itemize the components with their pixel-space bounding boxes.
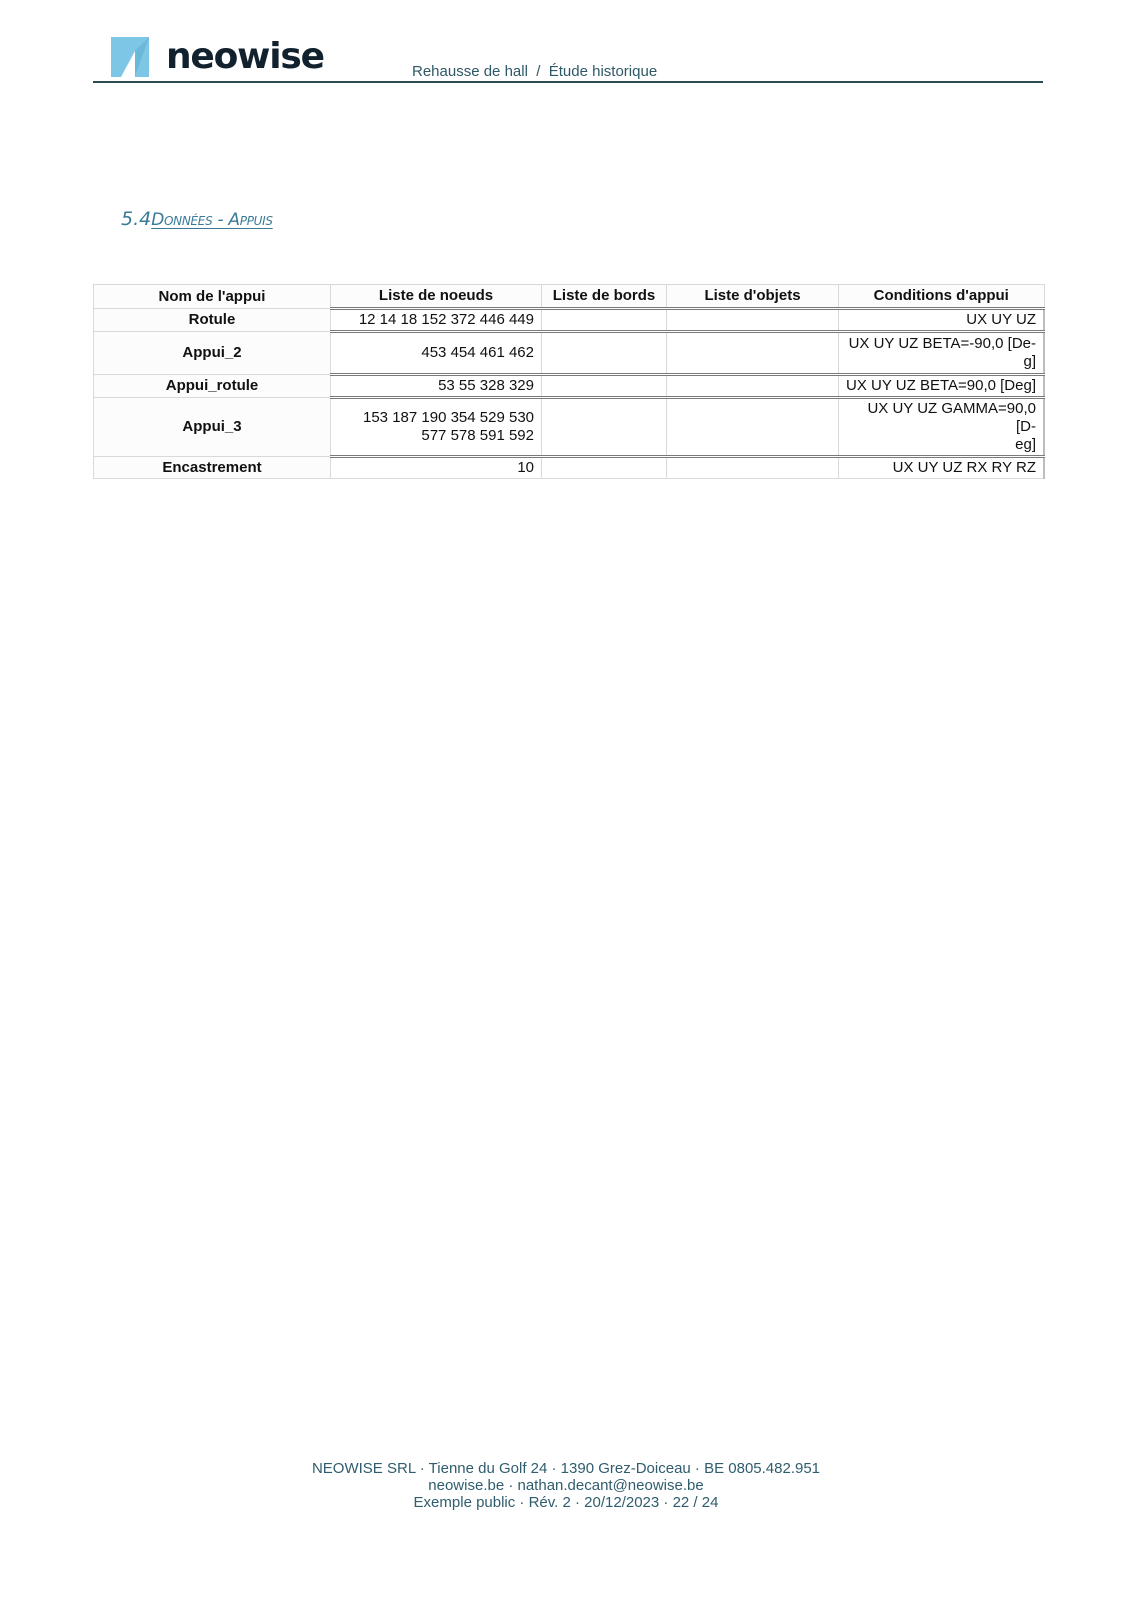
object-list — [667, 309, 839, 332]
support-name: Rotule — [94, 309, 331, 332]
support-conditions — [839, 457, 1045, 479]
node-list — [331, 398, 542, 457]
column-header-edges: Liste de bords — [542, 285, 667, 309]
brand-name: neowise — [166, 36, 324, 77]
document-subtitle: Rehausse de hall / Étude historique — [412, 63, 658, 80]
node-list — [331, 332, 542, 375]
column-header-objects: Liste d'objets — [667, 285, 839, 309]
condition-line: eg] — [1015, 436, 1036, 453]
edge-list — [542, 375, 667, 398]
neowise-logo-mark-icon — [111, 37, 149, 77]
table-row — [94, 398, 1045, 457]
condition-line: UX UY UZ RX RY RZ — [892, 459, 1036, 476]
node-list-line: 10 — [517, 459, 534, 476]
support-conditions — [839, 309, 1045, 332]
condition-line: UX UY UZ — [966, 311, 1036, 328]
table-row — [94, 309, 1045, 332]
column-header-conditions: Conditions d'appui — [839, 285, 1045, 309]
object-list — [667, 332, 839, 375]
edge-list — [542, 309, 667, 332]
object-list — [667, 375, 839, 398]
supports-table — [93, 284, 1045, 479]
node-list-line: 453 454 461 462 — [421, 344, 534, 361]
object-list — [667, 457, 839, 479]
support-name: Encastrement — [94, 457, 331, 479]
object-list — [667, 398, 839, 457]
edge-list — [542, 457, 667, 479]
node-list — [331, 375, 542, 398]
page-header — [93, 37, 1043, 83]
footer-revision-line: Exemple public · Rév. 2 · 20/12/2023 · 22 / 24 — [413, 1494, 719, 1511]
node-list-line: 12 14 18 152 372 446 449 — [358, 311, 534, 328]
table-row — [94, 457, 1045, 479]
section-number: 5.4 — [121, 208, 152, 230]
header-divider — [93, 81, 1043, 83]
node-list-line: 577 578 591 592 — [421, 427, 534, 444]
table-row — [94, 375, 1045, 398]
support-conditions — [839, 398, 1045, 457]
support-conditions — [839, 332, 1045, 375]
support-name: Appui_2 — [94, 332, 331, 375]
node-list-line: 153 187 190 354 529 530 — [363, 409, 534, 426]
condition-line: UX UY UZ BETA=90,0 [Deg] — [846, 377, 1036, 394]
condition-line: UX UY UZ GAMMA=90,0 [D- — [867, 400, 1036, 435]
support-name: Appui_3 — [94, 398, 331, 457]
condition-line: UX UY UZ BETA=-90,0 [De- — [848, 335, 1036, 352]
section-heading — [121, 208, 273, 230]
support-name: Appui_rotule — [94, 375, 331, 398]
table-row — [94, 332, 1045, 375]
node-list — [331, 457, 542, 479]
page-footer — [0, 1460, 1132, 1511]
column-header-nodes: Liste de noeuds — [331, 285, 542, 309]
support-conditions — [839, 375, 1045, 398]
table-header-row — [94, 285, 1045, 309]
edge-list — [542, 332, 667, 375]
column-header-name: Nom de l'appui — [94, 285, 331, 309]
section-name: Données - Appuis — [151, 210, 273, 230]
footer-company-line: NEOWISE SRL · Tienne du Golf 24 · 1390 Grez-Doiceau · BE 0805.482.951 — [311, 1460, 821, 1477]
node-list — [331, 309, 542, 332]
condition-line: g] — [1023, 353, 1036, 370]
node-list-line: 53 55 328 329 — [438, 377, 534, 394]
neowise-logo — [111, 37, 324, 77]
footer-contact-line: neowise.be · nathan.decant@neowise.be — [428, 1477, 704, 1494]
edge-list — [542, 398, 667, 457]
